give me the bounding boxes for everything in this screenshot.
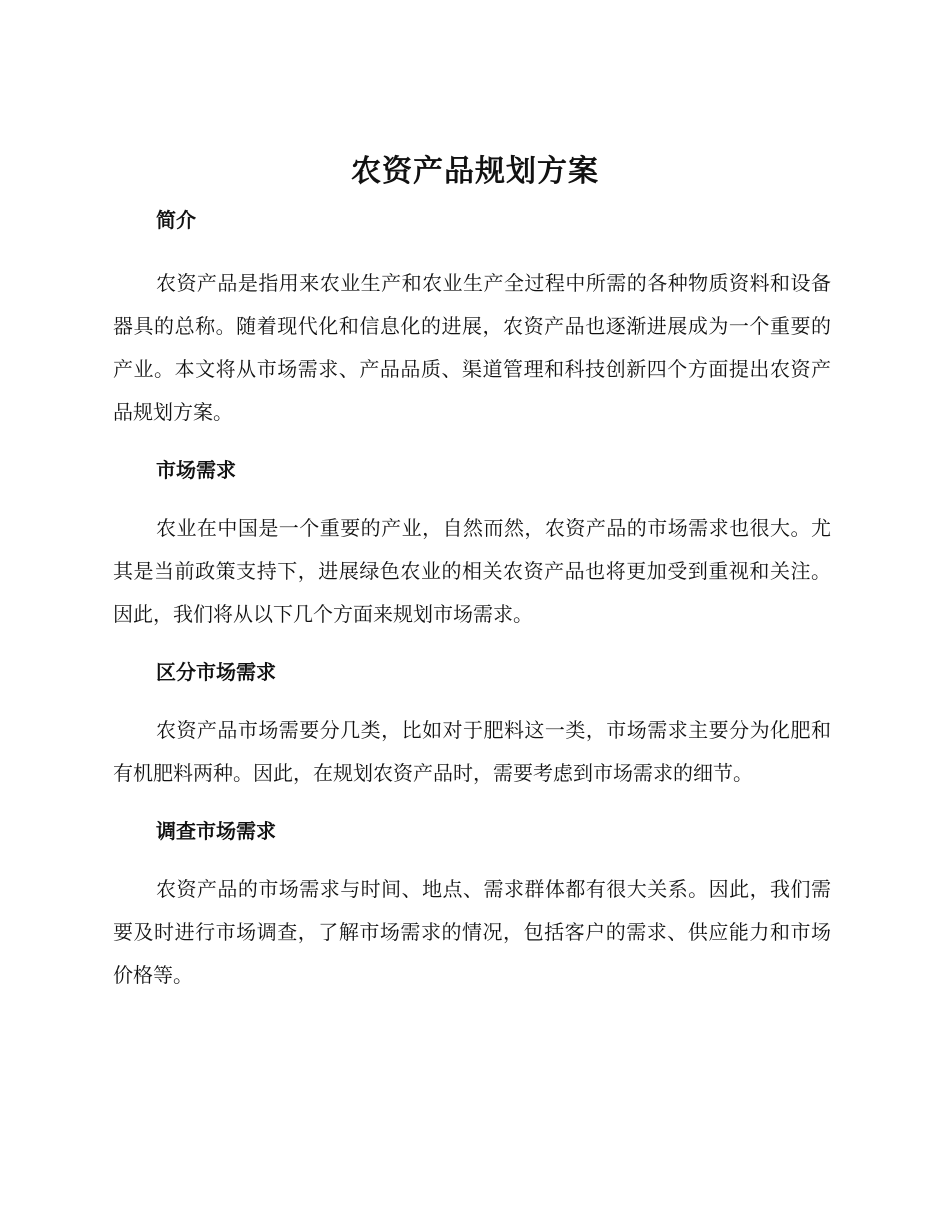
section-heading-segment-demand: 区分市场需求: [156, 660, 276, 684]
section-paragraph-market-demand: 农业在中国是一个重要的产业，自然而然，农资产品的市场需求也很大。尤其是当前政策支持下，进展绿色农业的相关农资产品也将更加受到重视和关注。因此，我们将从以下几个方面来规划市场需求。: [113, 516, 831, 626]
section-heading-market-demand: 市场需求: [156, 458, 236, 482]
section-paragraph-segment-demand: 农资产品市场需要分几类，比如对于肥料这一类，市场需求主要分为化肥和有机肥料两种。因此，在规划农资产品时，需要考虑到市场需求的细节。: [113, 718, 831, 785]
document-title: 农资产品规划方案: [351, 154, 599, 189]
section-heading-intro: 简介: [156, 208, 196, 232]
section-paragraph-survey-demand: 农资产品的市场需求与时间、地点、需求群体都有很大关系。因此，我们需要及时进行市场调查，了解市场需求的情况，包括客户的需求、供应能力和市场价格等。: [113, 877, 831, 987]
document-body: [113, 200, 831, 997]
section-paragraph-intro: 农资产品是指用来农业生产和农业生产全过程中所需的各种物质资料和设备器具的总称。随着现代化和信息化的进展，农资产品也逐渐进展成为一个重要的产业。本文将从市场需求、产品品质、渠道管理和科技创新四个方面提出农资产品规划方案。: [113, 271, 831, 424]
section-heading-survey-demand: 调查市场需求: [156, 819, 276, 843]
